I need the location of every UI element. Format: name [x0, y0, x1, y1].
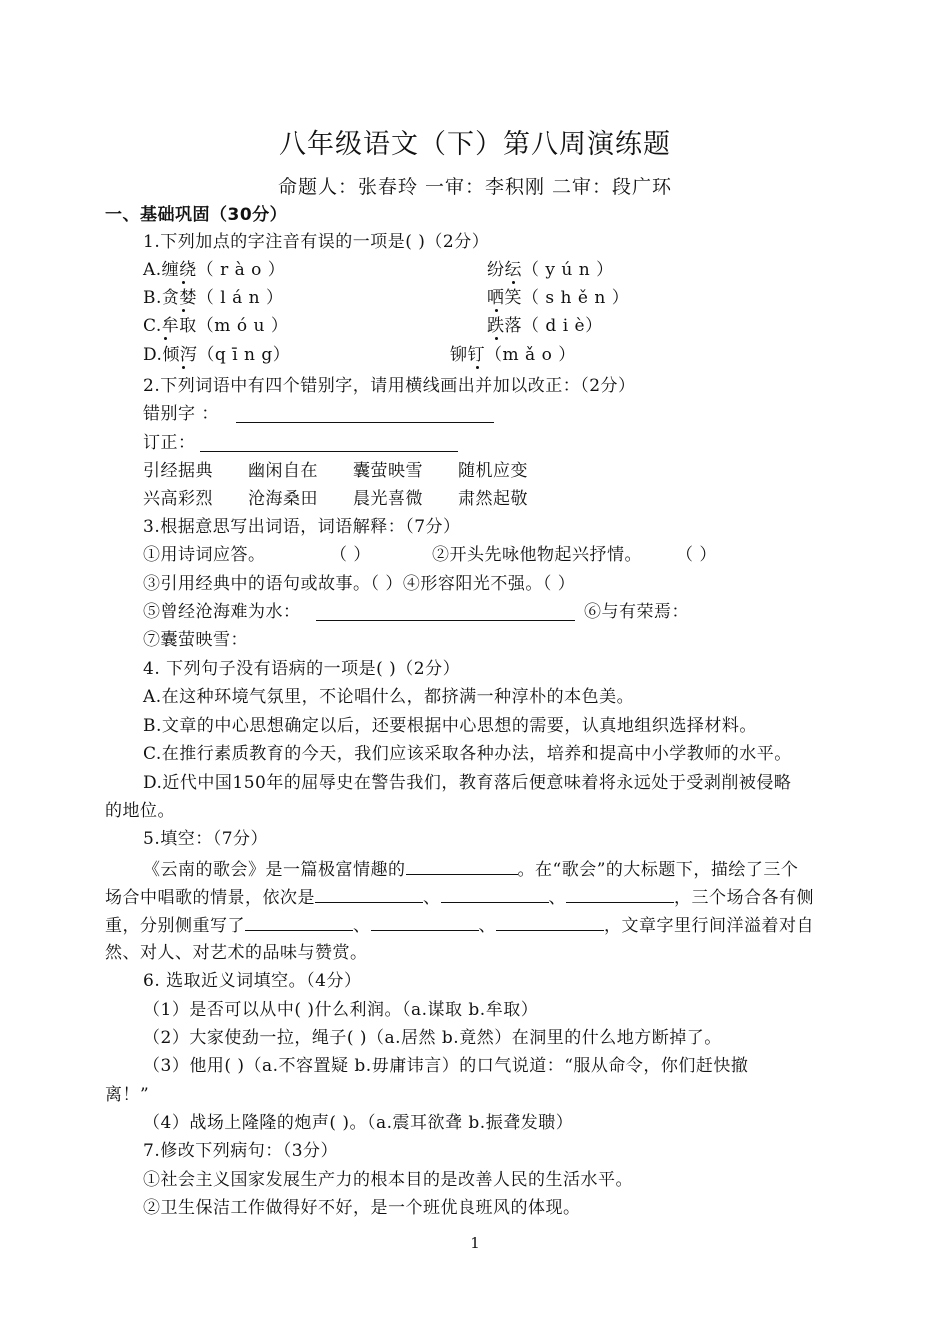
q5-text-part: 场合中唱歌的情景，依次是	[105, 888, 315, 908]
q5-text: 然、对人、对艺术的品味与赞赏。	[105, 943, 368, 963]
q4-stem: 4. 下列句子没有语病的一项是( )（2分）	[143, 659, 461, 679]
q2-word: 肃然起敬	[458, 489, 528, 509]
q2-wrong-label: 错别字 ：	[143, 404, 219, 424]
q6-sentence-3: （3）他用( )（a.不容置疑 b.毋庸讳言）的口气说道：“服从命令，你们赶快撤	[143, 1056, 749, 1076]
page-title: 八年级语文（下）第八周演练题	[279, 129, 671, 160]
q7-stem: 7.修改下列病句：（3分）	[143, 1141, 339, 1161]
q2-word: 沧海桑田	[248, 489, 318, 509]
q5-text-part: 重，分别侧重写了	[105, 916, 245, 936]
q3-item-1: ①用诗词应答。	[143, 545, 266, 565]
emphasis-dot	[495, 309, 498, 312]
emphasis-dot	[182, 366, 185, 369]
q5-blank[interactable]	[441, 884, 549, 903]
q5-text-part: 。在“歌会”的大标题下，描绘了三个	[517, 860, 799, 880]
q5-text-part: 、	[423, 888, 441, 908]
q3-item-2-blank[interactable]: （ ）	[676, 545, 717, 565]
q3-item-5: ⑤曾经沧海难为水：	[143, 602, 301, 622]
q6-sentence-2: （2）大家使劲一拉，绳子( )（a.居然 b.竟然）在洞里的什么地方断掉了。	[143, 1028, 722, 1048]
q5-text-part: ，三个场合各有侧	[674, 888, 814, 908]
q3-item-7: ⑦囊萤映雪：	[143, 630, 248, 650]
q5-text	[105, 912, 814, 938]
q1-option-d1: D.倾泻（q ī n g）	[143, 345, 291, 365]
q4-option-a: A.在这种环境气氛里，不论唱什么，都挤满一种淳朴的本色美。	[143, 687, 635, 707]
q2-word: 幽闲自在	[248, 461, 318, 481]
q1-option-a2: 纷纭（ y ú n ）	[487, 260, 614, 280]
q2-word: 兴高彩烈	[143, 489, 213, 509]
q1-option-c2: 跌落（ d i è）	[487, 316, 603, 336]
q5-text-part: ，文章字里行间洋溢着对自	[604, 916, 814, 936]
q2-fix-label: 订正：	[143, 433, 196, 453]
q5-blank[interactable]	[496, 912, 604, 931]
q1-option-c1: C.牟取（m ó u ）	[143, 316, 289, 336]
q7-sentence-2: ②卫生保洁工作做得好不好，是一个班优良班风的体现。	[143, 1198, 581, 1218]
q4-option-b: B.文章的中心思想确定以后，还要根据中心思想的需要，认真地组织选择材料。	[143, 716, 757, 736]
q5-text-part: 、	[353, 916, 371, 936]
q3-item-2: ②开头先咏他物起兴抒情。	[432, 545, 642, 565]
q3-stem: 3.根据意思写出词语，词语解释：（7分）	[143, 517, 461, 537]
q6-stem: 6. 选取近义词填空。（4分）	[143, 971, 362, 991]
q6-sentence-3-continued: 离！”	[105, 1085, 150, 1105]
q5-blank[interactable]	[406, 856, 518, 875]
q5-text	[105, 884, 814, 910]
q2-wrong-answer-blank[interactable]	[236, 404, 494, 423]
emphasis-dot	[476, 366, 479, 369]
q5-blank[interactable]	[566, 884, 674, 903]
q5-blank[interactable]	[315, 884, 423, 903]
q2-word: 晨光喜微	[353, 489, 423, 509]
q2-word: 随机应变	[458, 461, 528, 481]
emphasis-dot	[164, 337, 167, 340]
q5-blank[interactable]	[245, 912, 353, 931]
q2-word: 引经据典	[143, 461, 213, 481]
q5-text	[143, 856, 798, 882]
q4-option-c: C.在推行素质教育的今天，我们应该采取各种办法，培养和提高中小学教师的水平。	[143, 744, 792, 764]
q1-option-d2: 铆钉（m ǎ o ）	[450, 345, 576, 365]
q2-word: 囊萤映雪	[353, 461, 423, 481]
emphasis-dot	[512, 281, 515, 284]
q1-option-b1: B.贪婪（ l á n ）	[143, 288, 284, 308]
emphasis-dot	[182, 309, 185, 312]
q1-option-a1: A.缠绕（ r à o ）	[143, 260, 286, 280]
q5-text-part: 《云南的歌会》是一篇极富情趣的	[143, 860, 406, 880]
q2-stem: 2.下列词语中有四个错别字，请用横线画出并加以改正：（2分）	[143, 376, 636, 396]
q5-text-part: 、	[548, 888, 566, 908]
q4-option-d: D.近代中国150年的屈辱史在警告我们，教育落后便意味着将永远处于受剥削被侵略	[143, 773, 792, 793]
q7-sentence-1: ①社会主义国家发展生产力的根本目的是改善人民的生活水平。	[143, 1170, 633, 1190]
emphasis-dot	[182, 281, 185, 284]
section-heading-basics: 一、基础巩固（30分）	[105, 205, 288, 225]
q3-items-3-4: ③引用经典中的语句或故事。（ ）④形容阳光不强。（ ）	[143, 574, 576, 594]
q3-item-5-blank[interactable]	[316, 602, 575, 621]
q5-text-part: 、	[478, 916, 496, 936]
emphasis-dot	[495, 337, 498, 340]
page-number: 1	[470, 1234, 480, 1252]
q2-fix-answer-blank[interactable]	[200, 433, 458, 452]
q4-option-d-continued: 的地位。	[105, 801, 175, 821]
q1-stem: 1.下列加点的字注音有误的一项是( )（2分）	[143, 232, 490, 252]
q6-sentence-4: （4）战场上隆隆的炮声( )。（a.震耳欲聋 b.振聋发聩）	[143, 1113, 574, 1133]
q3-item-1-blank[interactable]: （ ）	[330, 545, 371, 565]
q5-stem: 5.填空：（7分）	[143, 829, 269, 849]
q1-option-b2: 哂笑（ s h ě n ）	[487, 288, 630, 308]
q5-blank[interactable]	[371, 912, 479, 931]
q3-item-6: ⑥与有荣焉：	[584, 602, 689, 622]
q6-sentence-1: （1）是否可以从中( )什么利润。（a.谋取 b.牟取）	[143, 1000, 539, 1020]
authors-line: 命题人：张春玲 一审：李积刚 二审：段广环	[277, 176, 673, 198]
